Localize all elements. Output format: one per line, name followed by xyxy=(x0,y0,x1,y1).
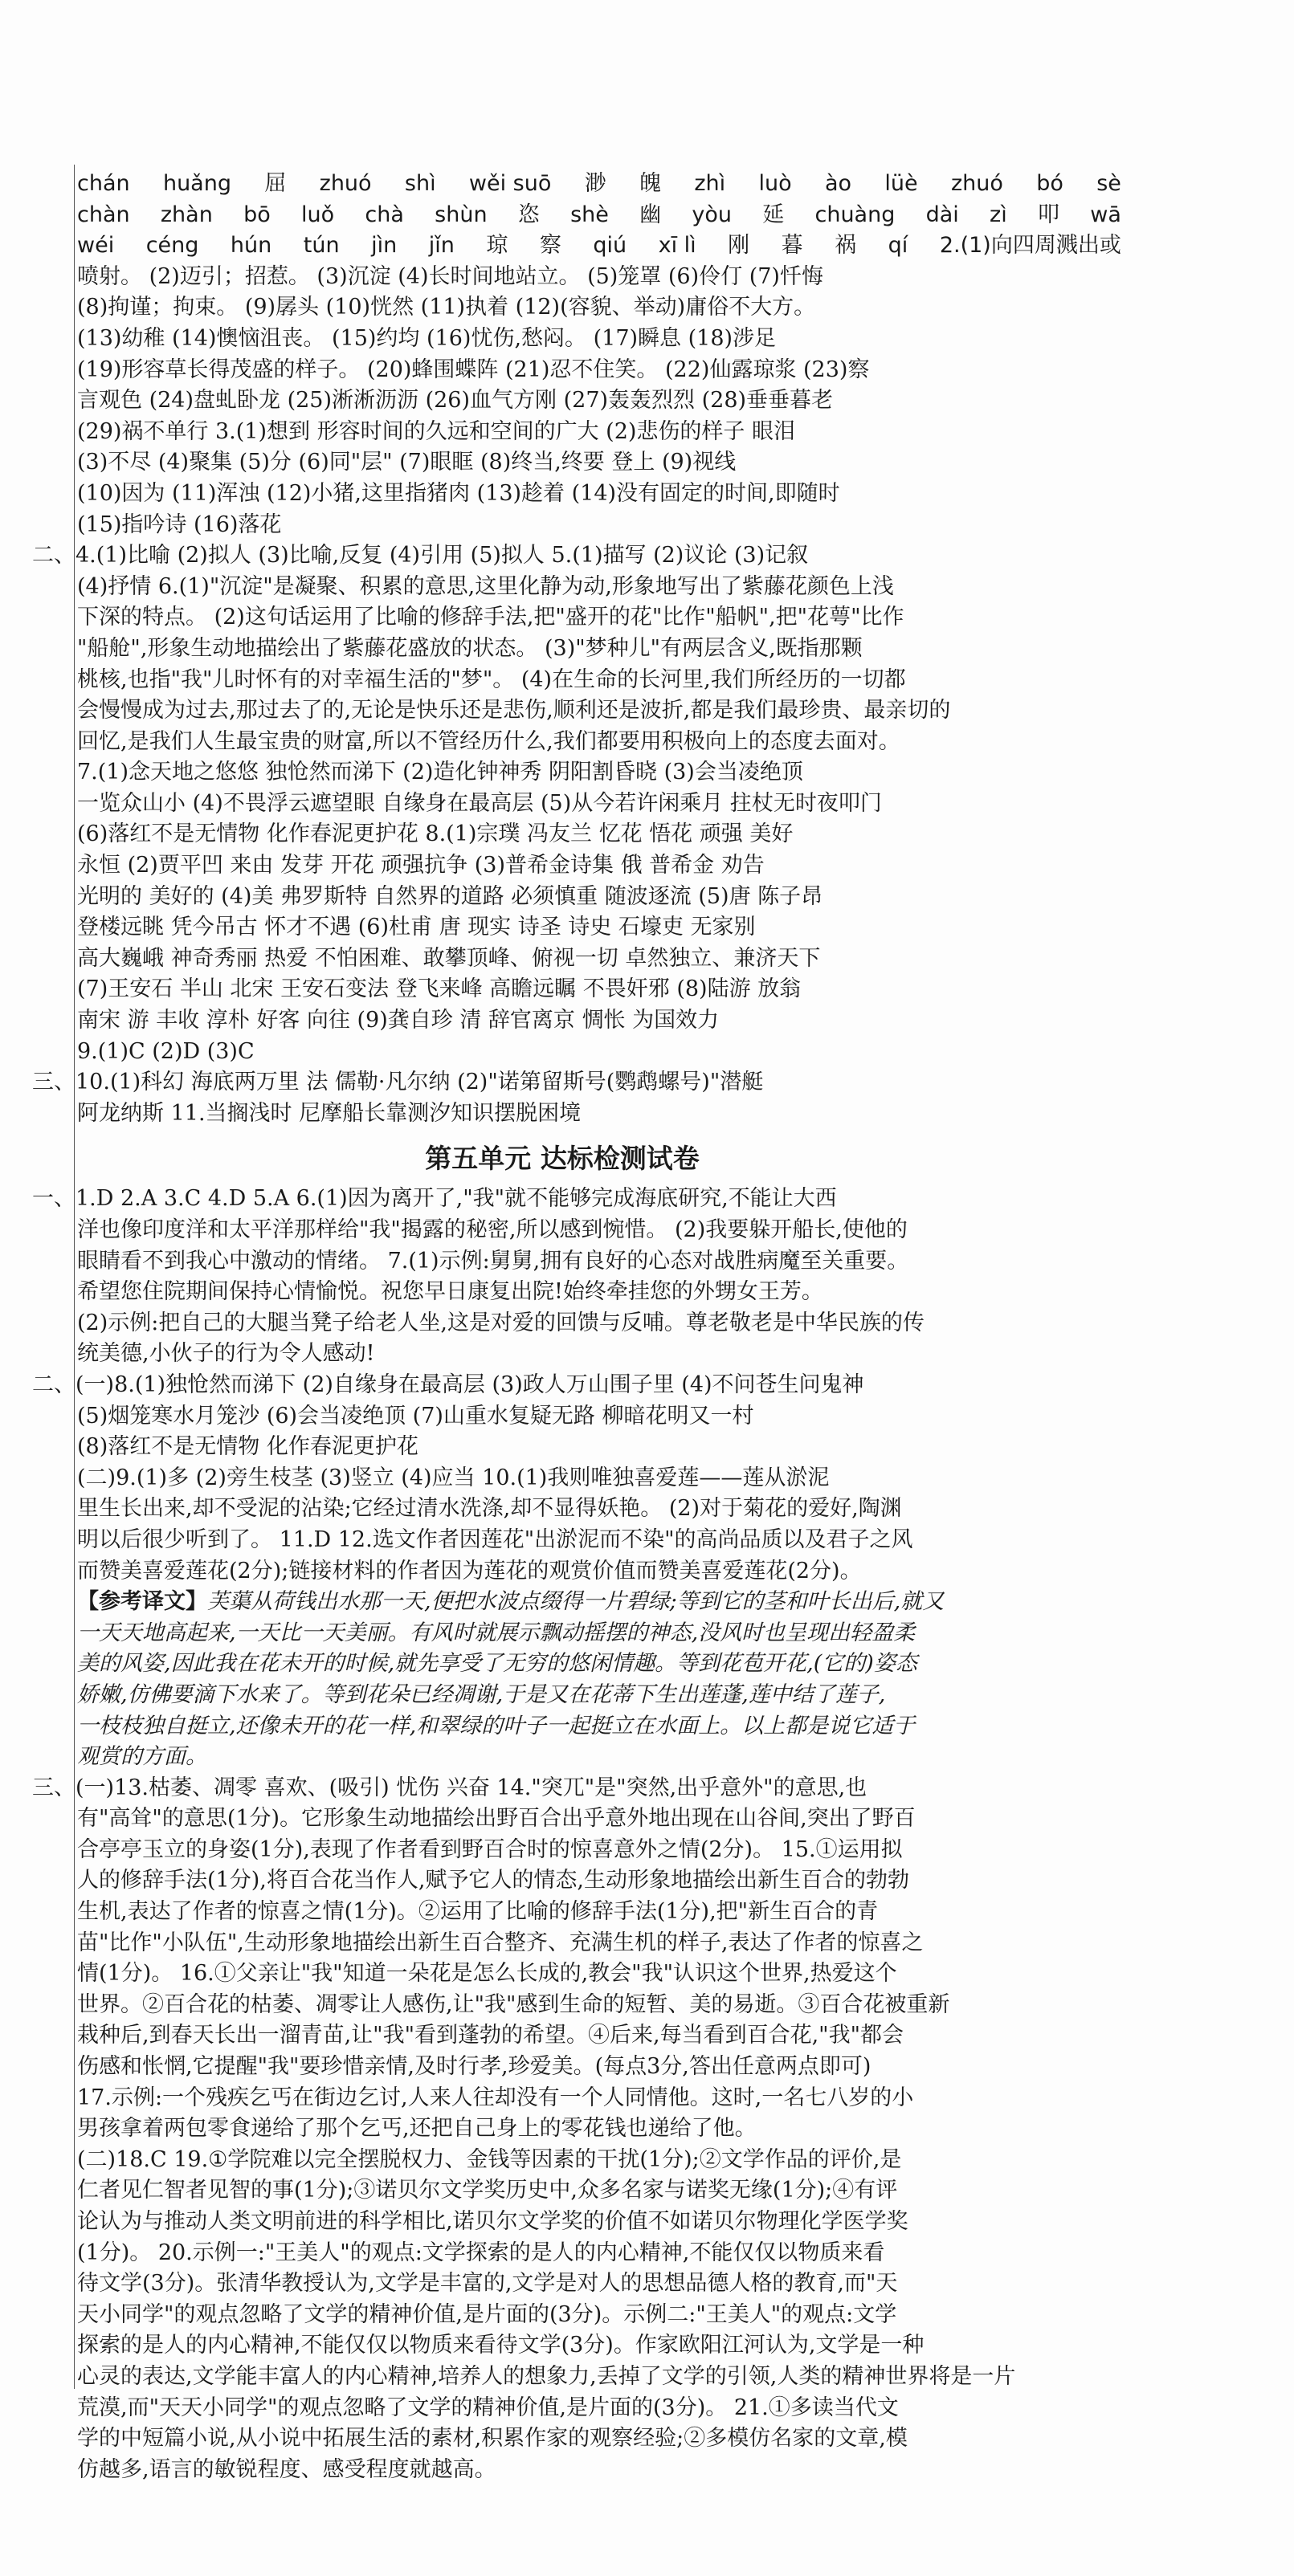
reference-label: 【参考译文】 xyxy=(77,1589,207,1615)
answer-line: 统美德,小伙子的行为令人感动! xyxy=(77,1341,375,1367)
answer-line: 男孩拿着两包零食递给了那个乞丐,还把自己身上的零花钱也递给了他。 xyxy=(77,2116,757,2142)
answer-line: 喷射。 (2)迈引；招惹。 (3)沉淀 (4)长时间地站立。 (5)笼罩 (6)伶仃 (7)忏悔 xyxy=(77,263,823,289)
pinyin-item: wā xyxy=(1090,202,1121,227)
pinyin-item: chán xyxy=(77,171,130,196)
answer-line: 合亭亭玉立的身姿(1分),表现了作者看到野百合时的惊喜意外之情(2分)。 15.①运用拟 xyxy=(77,1836,903,1862)
answer-line: (2)示例:把自己的大腿当凳子给老人坐,这是对爱的回馈与反哺。尊老敬老是中华民族的传 xyxy=(77,1310,925,1335)
pinyin-item: 渺 xyxy=(584,171,606,196)
pinyin-item: 屈 xyxy=(264,171,287,196)
answer-content xyxy=(32,169,1121,2485)
pinyin-item: shùn xyxy=(435,202,488,227)
pinyin-item: huǎng xyxy=(162,171,231,196)
answer-line: (8)落红不是无情物 化作春泥更护花 xyxy=(77,1434,418,1460)
pinyin-item: zì xyxy=(990,202,1007,227)
answer-line: 仿越多,语言的敏锐程度、感受程度就越高。 xyxy=(77,2456,496,2482)
exam-part-three xyxy=(32,1773,1092,2486)
pinyin-item: 察 xyxy=(539,233,561,259)
pinyin-item: zhì xyxy=(694,171,726,196)
pinyin-row xyxy=(32,230,1121,262)
answer-line: 天小同学"的观点忽略了文学的精神价值,是片面的(3分)。示例二:"王美人"的观点:文学 xyxy=(77,2301,897,2327)
answer-line: 栽种后,到春天长出一溜青苗,让"我"看到蓬勃的希望。④后来,每当看到百合花,"我"都会 xyxy=(77,2023,904,2048)
answer-line: 探索的是人的内心精神,不能仅仅以物质来看待文学(3分)。作家欧阳江河认为,文学是一种 xyxy=(77,2333,925,2358)
answer-line: 三、(一)13.枯萎、凋零 喜欢、(吸引) 忧伤 兴奋 14."突兀"是"突然,出乎意外"的意思,也 xyxy=(32,1775,867,1800)
answer-line: 荒漠,而"天天小同学"的观点忽略了文学的精神价值,是片面的(3分)。 21.①多读当代文 xyxy=(77,2395,899,2420)
pinyin-item: 暮 xyxy=(781,233,803,259)
pinyin-item: hún xyxy=(230,233,272,259)
reference-line xyxy=(32,1587,1092,1618)
answer-line: 里生长出来,却不受泥的沾染;它经过清水洗涤,却不显得妖艳。 (2)对于菊花的爱好,陶渊 xyxy=(77,1496,902,1522)
pinyin-item: shè xyxy=(570,202,609,227)
answer-line: 南宋 游 丰收 淳朴 好客 向往 (9)龚自珍 清 辞官离京 惆怅 为国效力 xyxy=(77,1008,720,1033)
answer-line: 会慢慢成为过去,那过去了的,无论是快乐还是悲伤,顺利还是波折,都是我们最珍贵、最亲切的 xyxy=(77,698,951,723)
pinyin-item: zhuó xyxy=(319,171,372,196)
pinyin-item: 叩 xyxy=(1037,202,1059,227)
pinyin-item: chuàng xyxy=(814,202,896,227)
reference-translation xyxy=(32,1587,1092,1773)
pinyin-item: 幽 xyxy=(639,202,662,227)
answer-line: 言观色 (24)盘虬卧龙 (25)淅淅沥沥 (26)血气方刚 (27)轰轰烈烈 (28)垂垂暮老 xyxy=(77,388,834,414)
answer-line: 二、4.(1)比喻 (2)拟人 (3)比喻,反复 (4)引用 (5)拟人 5.(1)描写 (2)议论 (3)记叙 xyxy=(32,543,809,569)
pinyin-block xyxy=(32,169,1121,262)
answer-line: 17.示例:一个残疾乞丐在街边乞讨,人来人往却没有一个人同情他。这时,一名七八岁的小 xyxy=(77,2085,914,2110)
exam-part-two xyxy=(32,1370,1092,1587)
answer-line: (二)9.(1)多 (2)旁生枝茎 (3)竖立 (4)应当 10.(1)我则唯独喜爱莲——莲从淤泥 xyxy=(77,1465,830,1490)
reference-text: 芙蕖从荷钱出水那一天,便把水波点缀得一片碧绿;等到它的茎和叶长出后,就又 xyxy=(207,1589,945,1615)
answer-line: 洋也像印度洋和太平洋那样给"我"揭露的秘密,所以感到惋惜。 (2)我要躲开船长,使他的 xyxy=(77,1217,908,1242)
pinyin-item: 琼 xyxy=(486,233,508,259)
answer-line: 论认为与推动人类文明前进的科学相比,诺贝尔文学奖的价值不如诺贝尔物理化学医学奖 xyxy=(77,2209,908,2234)
pinyin-item: sè xyxy=(1096,171,1121,196)
pinyin-item: jǐn xyxy=(428,233,455,259)
pinyin-item: zhàn xyxy=(160,202,213,227)
section-two-answers xyxy=(32,540,1092,1067)
section-three-answers xyxy=(32,1067,1092,1129)
reference-line: 一枝枝独自挺立,还像未开的花一样,和翠绿的叶子一起挺立在水面上。以上都是说它适于 xyxy=(77,1713,916,1738)
pinyin-item: tún xyxy=(303,233,340,259)
answer-line: 一览众山小 (4)不畏浮云遮望眼 自缘身在最高层 (5)从今若许闲乘月 拄杖无时夜叩门 xyxy=(77,790,882,816)
answer-line: (4)抒情 6.(1)"沉淀"是凝聚、积累的意思,这里化静为动,形象地写出了紫藤花颜色上浅 xyxy=(77,573,894,599)
answer-line: 永恒 (2)贾平凹 来由 发芽 开花 顽强抗争 (3)普希金诗集 俄 普希金 劝告 xyxy=(77,853,765,878)
pinyin-item: ào xyxy=(824,171,852,196)
pinyin-item: yòu xyxy=(692,202,732,227)
answer-line: "船舱",形象生动地描绘出了紫藤花盛放的状态。 (3)"梦种儿"有两层含义,既指那颗 xyxy=(77,635,863,661)
answer-line: 有"高耸"的意思(1分)。它形象生动地描绘出野百合出乎意外地出现在山谷间,突出了野百 xyxy=(77,1806,916,1832)
answer-line: (29)祸不单行 3.(1)想到 形容时间的久远和空间的广大 (2)悲伤的样子 眼泪 xyxy=(77,418,796,444)
answer-line: (6)落红不是无情物 化作春泥更护花 8.(1)宗璞 冯友兰 忆花 悟花 顽强 美好 xyxy=(77,821,794,847)
answer-line: 回忆,是我们人生最宝贵的财富,所以不管经历什么,我们都要用积极向上的态度去面对。 xyxy=(77,728,900,754)
pinyin-item: zhuó xyxy=(950,171,1003,196)
pinyin-item: 2.(1)向四周溅出或 xyxy=(939,233,1121,259)
answer-line: (7)王安石 半山 北宋 王安石变法 登飞来峰 高瞻远瞩 不畏奸邪 (8)陆游 放翁 xyxy=(77,976,802,1002)
pinyin-item: 恣 xyxy=(517,202,540,227)
answer-line: 一、1.D 2.A 3.C 4.D 5.A 6.(1)因为离开了,"我"就不能够完成海底研究,不能让大西 xyxy=(32,1186,837,1212)
pinyin-item: lüè xyxy=(884,171,918,196)
pinyin-item: 刚 xyxy=(728,233,750,259)
answer-line: (5)烟笼寒水月笼沙 (6)会当凌绝顶 (7)山重水复疑无路 柳暗花明又一村 xyxy=(77,1403,754,1429)
pinyin-item: wéi xyxy=(77,233,115,259)
pinyin-item: xī lì xyxy=(658,233,696,259)
pinyin-item: shì xyxy=(404,171,436,196)
answer-line: 7.(1)念天地之悠悠 独怆然而涕下 (2)造化钟神秀 阴阳割昏晓 (3)会当凌绝顶 xyxy=(77,760,803,785)
answer-line: 生机,表达了作者的惊喜之情(1分)。②运用了比喻的修辞手法(1分),把"新生百合的青 xyxy=(77,1899,879,1925)
answer-line: (15)指吟诗 (16)落花 xyxy=(77,512,282,537)
reference-line: 娇嫩,仿佛要滴下水来了。等到花朵已经凋谢,于是又在花蒂下生出莲蓬,莲中结了莲子, xyxy=(77,1681,886,1707)
unit-title: 第五单元 达标检测试卷 xyxy=(425,1143,700,1175)
answer-line: 阿龙纳斯 11.当搁浅时 尼摩船长靠测汐知识摆脱困境 xyxy=(77,1100,582,1126)
answer-line: 光明的 美好的 (4)美 弗罗斯特 自然界的道路 必须慎重 随波逐流 (5)唐 陈子昂 xyxy=(77,883,823,909)
answer-line: 眼睛看不到我心中激动的情绪。 7.(1)示例:舅舅,拥有良好的心态对战胜病魔至关重要。 xyxy=(77,1248,909,1274)
pinyin-row xyxy=(32,200,1121,231)
pinyin-item: 魄 xyxy=(639,171,662,196)
answer-line: 世界。②百合花的枯萎、凋零让人感伤,让"我"感到生命的短暂、美的易逝。③百合花被重新 xyxy=(77,1991,950,2017)
section-one-answers xyxy=(32,262,1092,540)
pinyin-item: dài xyxy=(925,202,959,227)
answer-line: (1分)。 20.示例一:"王美人"的观点:文学探索的是人的内心精神,不能仅仅以物质来看 xyxy=(77,2240,885,2265)
answer-line: 明以后很少听到了。 11.D 12.选文作者因莲花"出淤泥而不染"的高尚品质以及君子之风 xyxy=(77,1526,913,1552)
answer-line: 下深的特点。 (2)这句话运用了比喻的修辞手法,把"盛开的花"比作"船帆",把"花萼"比作 xyxy=(77,605,904,630)
answer-line: (19)形容草长得茂盛的样子。 (20)蜂围蝶阵 (21)忍不住笑。 (22)仙露琼浆 (23)察 xyxy=(77,357,870,382)
pinyin-item: qiú xyxy=(593,233,627,259)
pinyin-item: céng xyxy=(145,233,199,259)
answer-line: 希望您住院期间保持心情愉悦。祝您早日康复出院!始终牵挂您的外甥女王芳。 xyxy=(77,1279,823,1305)
reference-line: 美的风姿,因此我在花未开的时候,就先享受了无穷的悠闲情趣。等到花苞开花,(它的)姿态 xyxy=(77,1651,917,1677)
answer-line: 三、10.(1)科幻 海底两万里 法 儒勒·凡尔纳 (2)"诺第留斯号(鹦鹉螺号)"潜艇 xyxy=(32,1070,764,1095)
answer-line: 待文学(3分)。张清华教授认为,文学是丰富的,文学是对人的思想品德人格的教育,而"天 xyxy=(77,2271,898,2297)
answer-line: 高大巍峨 神奇秀丽 热爱 不怕困难、敢攀顶峰、俯视一切 卓然独立、兼济天下 xyxy=(77,945,821,971)
pinyin-item: qí xyxy=(888,233,908,259)
pinyin-item: bó xyxy=(1036,171,1063,196)
pinyin-row xyxy=(32,169,1121,200)
answer-line: 伤感和怅惘,它提醒"我"要珍惜亲情,及时行孝,珍爱美。(每点3分,答出任意两点即可) xyxy=(77,2054,872,2080)
answer-line: 而赞美喜爱莲花(2分);链接材料的作者因为莲花的观赏价值而赞美喜爱莲花(2分)。 xyxy=(77,1558,862,1584)
answer-line: 人的修辞手法(1分),将百合花当作人,赋予它人的情态,生动形象地描绘出新生百合的勃勃 xyxy=(77,1868,909,1893)
pinyin-item: 延 xyxy=(762,202,785,227)
reference-line: 观赏的方面。 xyxy=(77,1744,207,1770)
answer-line: 苗"比作"小队伍",生动形象地描绘出新生百合整齐、充满生机的样子,表达了作者的惊喜之 xyxy=(77,1930,924,1955)
answer-line: 登楼远眺 凭今吊古 怀才不遇 (6)杜甫 唐 现实 诗圣 诗史 石壕吏 无家别 xyxy=(77,915,756,940)
answer-line: (二)18.C 19.①学院难以完全摆脱权力、金钱等因素的干扰(1分);②文学作品的评价,是 xyxy=(77,2146,902,2172)
answer-line: 情(1分)。 16.①父亲让"我"知道一朵花是怎么长成的,教会"我"认识这个世界,热爱这个 xyxy=(77,1961,897,1987)
answer-line: 仁者见仁智者见智的事(1分);③诺贝尔文学奖历史中,众多名家与诺奖无缘(1分);④有评 xyxy=(77,2178,898,2203)
answer-line: (3)不尽 (4)聚集 (5)分 (6)同"层" (7)眼眶 (8)终当,终要 登上 (9)视线 xyxy=(77,450,737,475)
pinyin-item: luǒ xyxy=(301,202,335,227)
answer-line: 桃核,也指"我"儿时怀有的对幸福生活的"梦"。 (4)在生命的长河里,我们所经历的一切都 xyxy=(77,666,906,692)
pinyin-item: bō xyxy=(243,202,271,227)
exam-part-one xyxy=(32,1184,1092,1370)
pinyin-item: jìn xyxy=(371,233,398,259)
pinyin-item: chàn xyxy=(77,202,130,227)
answer-line: 9.(1)C (2)D (3)C xyxy=(77,1038,255,1064)
pinyin-item: wěi suō xyxy=(468,171,552,196)
answer-line: (8)拘谨；拘束。 (9)孱头 (10)恍然 (11)执着 (12)(容貌、举动)庸俗不大方。 xyxy=(77,295,816,320)
reference-line: 一天天地高起来,一天比一天美丽。有风时就展示飘动摇摆的神态,没风时也呈现出轻盈柔 xyxy=(77,1620,916,1645)
answer-line: (10)因为 (11)浑浊 (12)小猪,这里指猪肉 (13)趁着 (14)没有固定的时间,即随时 xyxy=(77,480,840,506)
answer-line: 二、(一)8.(1)独怆然而涕下 (2)自缘身在最高层 (3)政人万山围子里 (4)不问苍生问鬼神 xyxy=(32,1372,864,1397)
pinyin-item: luò xyxy=(758,171,792,196)
answer-line: (13)幼稚 (14)懊恼沮丧。 (15)约均 (16)忧伤,愁闷。 (17)瞬息 (18)涉足 xyxy=(77,325,777,351)
answer-line: 心灵的表达,文学能丰富人的内心精神,培养人的想象力,丢掉了文学的引领,人类的精神世界将是一片 xyxy=(77,2363,1016,2389)
pinyin-item: 祸 xyxy=(835,233,857,259)
pinyin-item: chà xyxy=(365,202,404,227)
answer-line: 学的中短篇小说,从小说中拓展生活的素材,积累作家的观察经验;②多模仿名家的文章,模 xyxy=(77,2426,908,2452)
